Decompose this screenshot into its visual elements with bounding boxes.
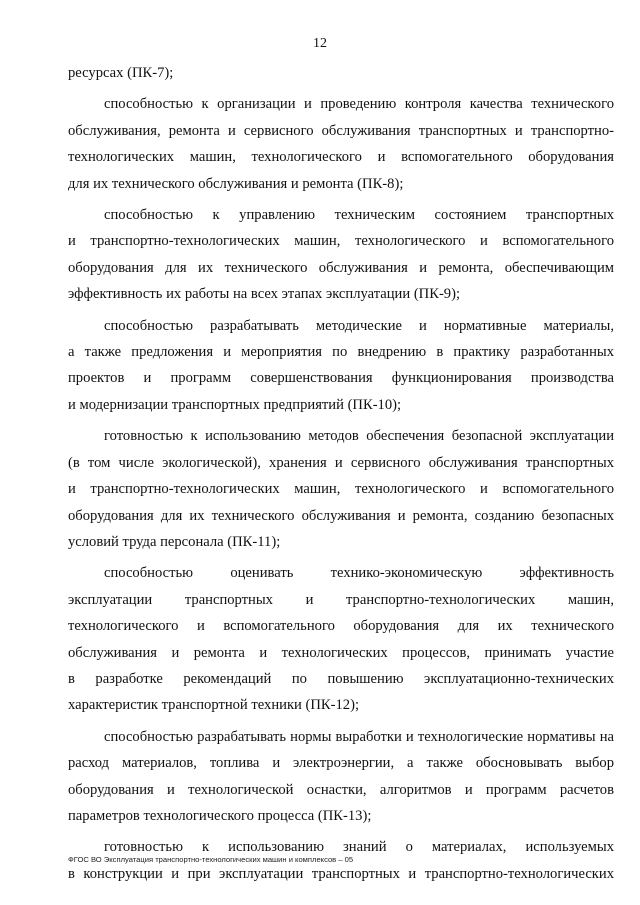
text-line: оборудования и технологической оснастки, алгоритмов и программ расчетов (68, 781, 614, 798)
page-body (68, 60, 614, 887)
text-line: способностью к управлению техническим состоянием транспортных (104, 207, 614, 224)
paragraph-pk-8 (68, 91, 614, 197)
text-line: характеристик транспортной техники (ПК-12); (68, 697, 360, 714)
paragraph-pk-10 (68, 313, 614, 419)
text-line: параметров технологического процесса (ПК-13); (68, 807, 372, 824)
text-line: способностью к организации и проведению контроля качества технического (104, 96, 614, 113)
text-line: оборудования для их технического обслуживания и ремонта, созданию безопасных (68, 507, 614, 524)
text-line: способностью разрабатывать методические и нормативные материалы, (104, 317, 614, 334)
text-line: условий труда персонала (ПК-11); (68, 533, 281, 550)
text-line: способностью разрабатывать нормы выработки и технологические нормативы на (104, 728, 614, 745)
text-line: эффективность их работы на всех этапах эксплуатации (ПК-9); (68, 286, 461, 303)
text-line: расход материалов, топлива и электроэнергии, а также обосновывать выбор (68, 755, 614, 772)
text-line: (в том числе экологической), хранения и сервисного обслуживания транспортных (68, 454, 614, 471)
text-line: в конструкции и при эксплуатации транспортных и транспортно-технологических (68, 865, 614, 882)
text-line: и модернизации транспортных предприятий (ПК-10); (68, 396, 402, 413)
text-line: технологического и вспомогательного оборудования для их технического (68, 618, 614, 635)
text-line: для их технического обслуживания и ремонта (ПК-8); (68, 175, 404, 192)
text-line: обслуживания и ремонта и технологических процессов, принимать участие (68, 644, 614, 661)
paragraph-pk-12 (68, 560, 614, 718)
text-line: и транспортно-технологических машин, технологического и вспомогательного (68, 233, 614, 250)
text-line: проектов и программ совершенствования функционирования производства (68, 370, 614, 387)
text-line: обслуживания, ремонта и сервисного обслуживания транспортных и транспортно- (68, 122, 614, 139)
text-line: технологических машин, технологического и вспомогательного оборудования (68, 149, 614, 166)
text-line: и транспортно-технологических машин, технологического и вспомогательного (68, 481, 614, 498)
document-footer: ФГОС ВО Эксплуатация транспортно-технологических машин и комплексов – 05 (68, 855, 354, 864)
text-line: а также предложения и мероприятия по внедрению в практику разработанных (68, 344, 614, 361)
text-line: готовностью к использованию методов обеспечения безопасной эксплуатации (104, 428, 614, 445)
text-line: в разработке рекомендаций по повышению эксплуатационно-технических (68, 670, 614, 687)
paragraph-pk-11 (68, 423, 614, 555)
text-line: эксплуатации транспортных и транспортно-технологических машин, (68, 591, 614, 608)
paragraph-resources (68, 60, 614, 86)
text-line: способностью оценивать технико-экономическую эффективность (104, 565, 614, 582)
paragraph-pk-13 (68, 724, 614, 830)
text-line: готовностью к использованию знаний о материалах, используемых (104, 839, 614, 856)
paragraph-pk-9 (68, 202, 614, 308)
page-number: 12 (313, 36, 327, 51)
text-line: ресурсах (ПК-7); (68, 65, 174, 81)
text-line: оборудования для их технического обслуживания и ремонта, обеспечивающим (68, 259, 614, 276)
